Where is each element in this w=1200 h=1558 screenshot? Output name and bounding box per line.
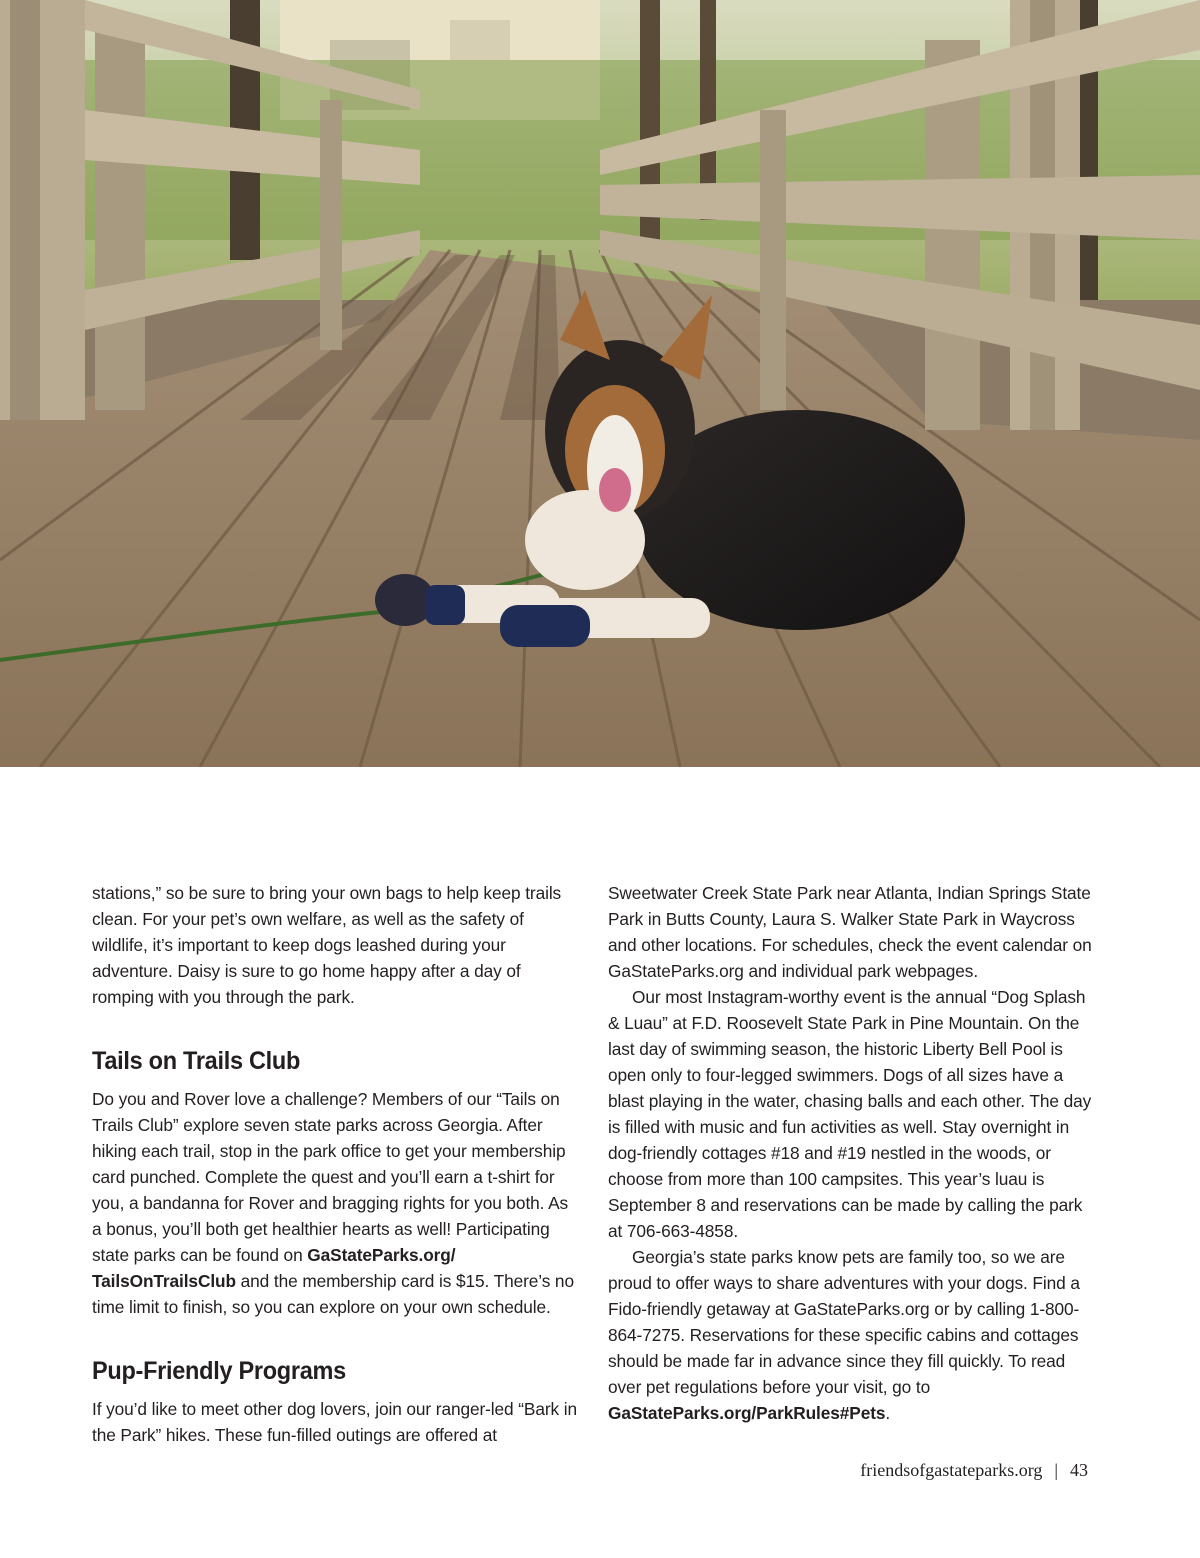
right-paragraph-2: Our most Instagram-worthy event is the annual “Dog Splash & Luau” at F.D. Roosevelt State Park in Pine Mountain. On the last day of swimming season, the historic Liberty Bell Pool is open only to four-legged swimmers. Dogs of all sizes have a blast playing in the water, chasing balls and each other. The day is filled with music and fun activities as well. Stay overnight in dog-friendly cottages #18 and #19 nestled in the woods, or choose from more than 100 campsites. This year’s luau is September 8 and reservations can be made by calling the park at 706-663-4858. bbox=[608, 987, 1092, 1241]
left-paragraph-2-text-b: and the membership card is $15. There’s no time limit to finish, so you can explore on your own schedule. bbox=[92, 1271, 574, 1317]
right-paragraph-3 bbox=[608, 1244, 1098, 1426]
right-paragraph-3-text-a: Georgia’s state parks know pets are family too, so we are proud to offer ways to share adventures with your dogs. Find a Fido-friendly getaway at GaStateParks.org or by calling 1-800-864-7275. Reservations for these specific cabins and cottages should be made far in advance since they fill quickly. To read over pet regulations before your visit, go to bbox=[608, 1247, 1080, 1397]
right-paragraph-1: Sweetwater Creek State Park near Atlanta, Indian Springs State Park in Butts County, Laura S. Walker State Park in Waycross and other locations. For schedules, check the event calendar on GaStateParks.org and individual park webpages. bbox=[608, 883, 1092, 981]
left-paragraph-2 bbox=[92, 1086, 582, 1320]
park-rules-link[interactable]: GaStateParks.org/ParkRules#Pets bbox=[608, 1403, 886, 1423]
left-paragraph-2-text-a: Do you and Rover love a challenge? Members of our “Tails on Trails Club” explore seven state parks across Georgia. After hiking each trail, stop in the park office to get your membership card punched. Complete the quest and you’ll earn a t-shirt for you, a bandanna for Rover and bragging rights for you both. As a bonus, you’ll both get healthier hearts as well! Participating state parks can be found on bbox=[92, 1089, 569, 1265]
right-column bbox=[608, 880, 1098, 1426]
left-column bbox=[92, 880, 582, 1448]
right-paragraph-3-text-b: . bbox=[885, 1403, 891, 1423]
footer-site: friendsofgastateparks.org bbox=[860, 1460, 1043, 1480]
footer-separator: | bbox=[1054, 1460, 1058, 1480]
left-paragraph-1: stations,” so be sure to bring your own bags to help keep trails clean. For your pet’s own welfare, as well as the safety of wildlife, it’s important to keep dogs leashed during your adventure. Daisy is sure to go home happy after a day of romping with you through the park. bbox=[92, 883, 562, 1007]
dog-on-boardwalk-photo bbox=[0, 0, 1200, 767]
tails-on-trails-link[interactable]: GaStateParks.org/ TailsOnTrailsClub bbox=[92, 1245, 456, 1291]
page-footer bbox=[860, 1460, 1088, 1481]
heading-tails-on-trails: Tails on Trails Club bbox=[92, 1047, 301, 1075]
page-number: 43 bbox=[1070, 1460, 1088, 1480]
heading-pup-friendly-programs: Pup-Friendly Programs bbox=[92, 1357, 346, 1385]
left-paragraph-3: If you’d like to meet other dog lovers, join our ranger-led “Bark in the Park” hikes. These fun-filled outings are offered at bbox=[92, 1399, 577, 1445]
